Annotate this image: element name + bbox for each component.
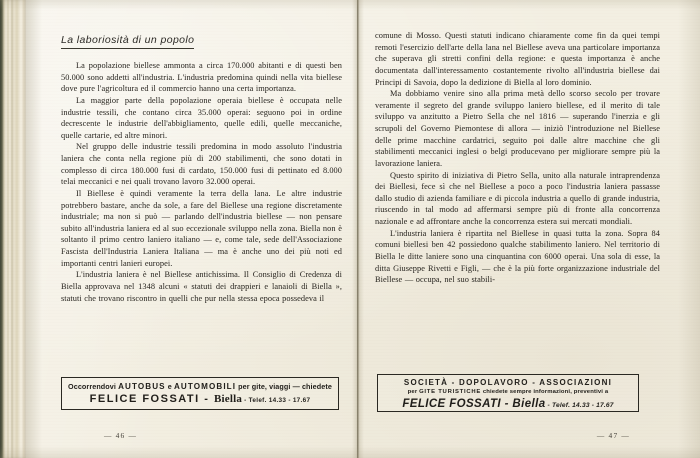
page-title: La laboriosità di un popolo: [61, 34, 194, 49]
advert-tagline-prefix: Occorrendovi: [68, 382, 119, 391]
paragraph: Questo spirito di iniziativa di Pietro Sella, unito alla naturale intraprendenza dei Biellesi, fece sì che nel Biellese a poco a poco l'industria laniera passasse dallo studio di azienda familiare e di piccola industria a quello di grande industria, riuscendo in tal modo ad affermarsi sempre più di fronte alla concorrenza nazionale e ad affrontare anche la concorrenza estera sui mercati mondiali.: [375, 170, 660, 226]
right-page-body: [375, 30, 660, 286]
advert-separator: -: [501, 398, 513, 410]
advert-tagline-mid: e: [165, 382, 174, 391]
paragraph: Il Biellese è quindi veramente la terra della lana. Le altre industrie potrebbero bastare, anche da sole, a fare del Biellese una regione discretamente industriale; ma non si può — parlando dell'industria biellese — non pensare subito all'industria laniera ed al suo eccezionale sviluppo nella zona. Biella non è soltanto il primo centro laniero italiano — e, come tale, sede dell'Associazione Fascista dell'Industria Laniera Italiana — ma è anche uno dei più noti ed importanti centri lanieri europei.: [61, 188, 342, 268]
paragraph: Nel gruppo delle industrie tessili predomina in modo assoluto l'industria laniera che conta nella regione più di 200 stabilimenti, che sono dotati in complesso di circa 180.000 fusi di cardato, 150.000 fusi di pettinato ed 8.000 telai meccanici e nei quali trovano lavoro 32.000 operai.: [61, 142, 342, 187]
paragraph: L'industria laniera è nel Biellese antichissima. Il Consiglio di Credenza di Biella approvava nel 1348 alcuni « statuti dei drappieri e lanaioli di Biella », statuti che trovano riscontro in quelli che pur nella stessa epoca possedeva il: [61, 270, 342, 303]
right-edge-shadow: [678, 0, 700, 458]
advert-telephone: - Telef. 14.33 - 17.67: [545, 402, 614, 409]
page-number: — 47 —: [596, 431, 630, 440]
advert-keyword-automobili: AUTOMOBILI: [173, 382, 237, 391]
advert-tagline: [62, 382, 338, 391]
advert-subline-suffix: chiedete sempre informazioni, preventivi a: [481, 389, 609, 395]
book-spine: [0, 0, 26, 458]
advert-separator: -: [199, 393, 214, 405]
advert-business-name: FELICE FOSSATI: [402, 398, 501, 410]
advert-subline-prefix: per: [407, 389, 420, 395]
page-number: — 46 —: [104, 431, 138, 440]
advert-headline: SOCIETÀ - DOPOLAVORO - ASSOCIAZIONI: [403, 378, 613, 387]
paragraph: comune di Mosso. Questi statuti indicano chiaramente come fin da quei tempi remoti l'esercizio dell'arte della lana nel Biellese aveva una particolare importanza che superava gli stretti confini della regione: e questa importanza è anche documentata dall'interessamento costantemente rivolto all'industria biellese dai Principi di Savoia, dopo la dedizione di Biella al loro dominio.: [375, 31, 660, 87]
paragraph: Ma dobbiamo venire sino alla prima metà dello scorso secolo per trovare veramente il segreto del grande sviluppo laniero biellese, ed il merito di tale sviluppo va anzitutto a Pietro Sella che nel 1816 — superando l'inerzia e gli scrupoli del Governo Piemontese di allora — iniziò l'introduzione nel Biellese delle prime macchine cardatrici, seguito poi dalle altre macchine che gli stabilimenti meccanici inglesi o belgi producevano per migliorare sempre più la lavorazione laniera.: [375, 89, 660, 168]
paragraph: La popolazione biellese ammonta a circa 170.000 abitanti e di questi ben 50.000 sono addetti all'industria. L'industria predomina quindi nella vita biellese dove pure l'agricoltura ed il commercio hanno una certa importanza.: [61, 61, 342, 94]
advert-telephone: - Telef. 14.33 - 17.67: [242, 397, 311, 404]
advert-city: Biella: [213, 393, 243, 405]
paragraph: La maggior parte della popolazione operaia biellese è occupata nelle industrie tessili, che contano circa 35.000 operai: seguono poi in ordine decrescente le industrie dell'abbigliamento, quelle edili, quelle meccaniche, quelle cartarie, ed altre minori.: [61, 95, 342, 140]
advertisement-box-left: [61, 377, 339, 410]
advert-business-line: [378, 397, 638, 413]
advert-business-name: FELICE FOSSATI: [89, 393, 200, 405]
advert-city: Biella: [512, 398, 546, 410]
advert-keyword-autobus: AUTOBUS: [118, 382, 166, 391]
center-gutter: [352, 0, 364, 458]
advertisement-box-right: [377, 374, 639, 412]
paragraph: L'industria laniera è ripartita nel Biellese in quasi tutta la zona. Sopra 84 comuni biellesi ben 42 possiedono qualche stabilimento laniero. Nel territorio di Biella le ditte laniere sono una cinquantina con 6000 operai. Una sola di esse, la ditta Giuseppe Rivetti e Figli, — che è la più forte organizzazione industriale del Biellese — occupa, nel suo stabili-: [375, 228, 660, 285]
spine-shadow: [26, 0, 42, 458]
advert-keyword-gite-turistiche: GITE TURISTICHE: [419, 389, 482, 395]
advert-business-line: [62, 392, 338, 408]
center-fold-line: [357, 0, 358, 458]
left-page-body: [61, 30, 342, 304]
advert-tagline-suffix: per gite, viaggi — chiedete: [236, 382, 332, 391]
advert-subline: [378, 388, 638, 396]
